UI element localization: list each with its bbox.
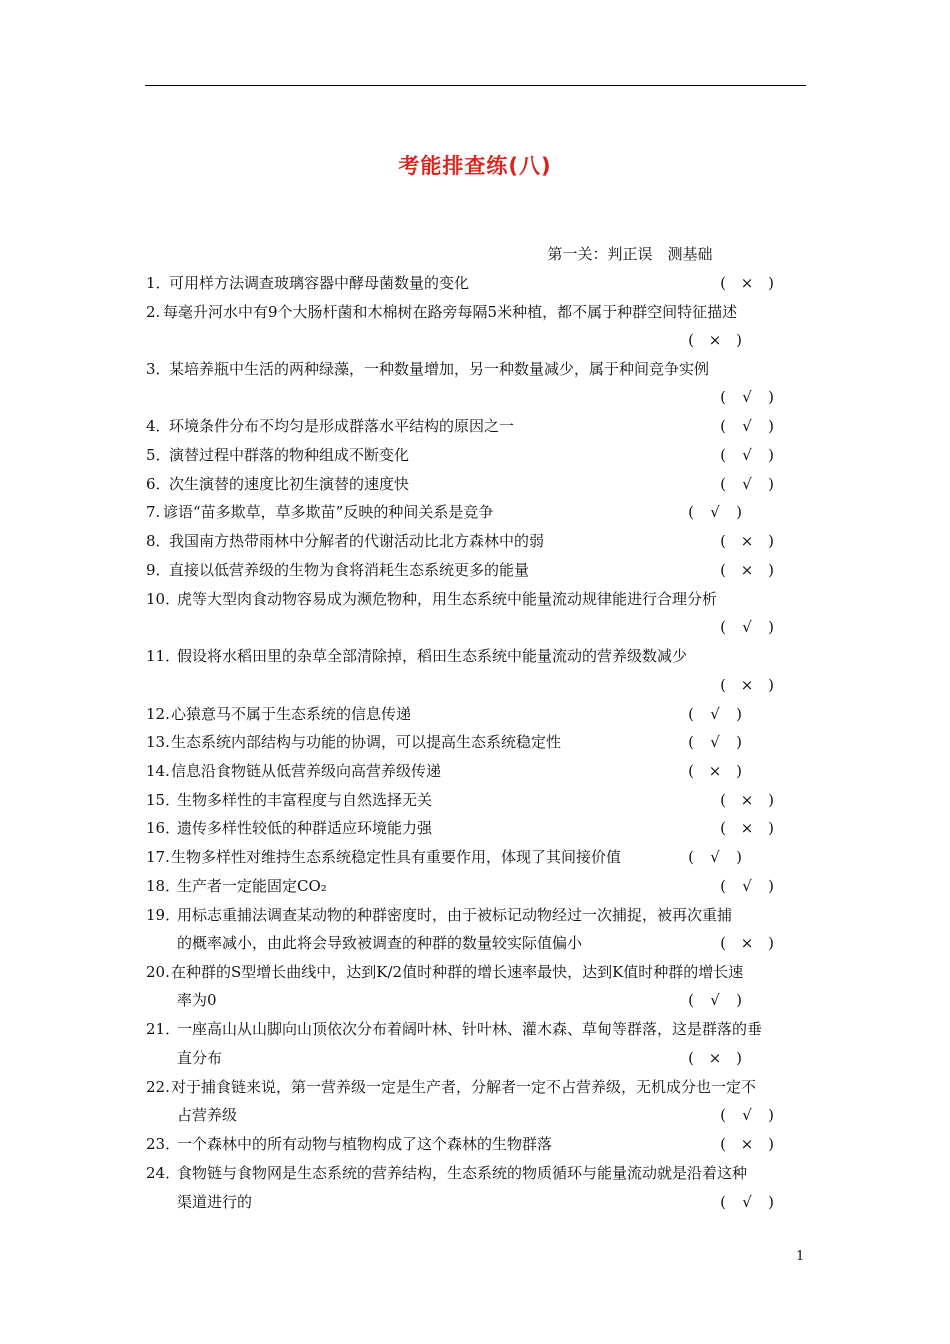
question-text: 在种群的S型增长曲线中，达到K/2值时种群的增长速率最快，达到K值时种群的增长速 [171,963,744,981]
answer-mark [716,474,778,494]
answer-mark [716,1192,778,1212]
answer-mark [716,1134,778,1154]
answer-mark [716,560,778,580]
answer-open-paren: ( [720,934,726,952]
header-rule [145,85,806,86]
question-text: 一座高山从山脚向山顶依次分布着阔叶林、针叶林、灌木森、草甸等群落，这是群落的垂 [177,1020,763,1038]
cross-mark-icon: × [740,676,754,694]
question-number: 11． [146,647,181,665]
answer-mark [716,933,778,953]
check-mark-icon: √ [710,705,720,723]
answer-close-paren: ) [768,877,774,895]
answer-open-paren: ( [720,388,726,406]
answer-close-paren: ) [736,762,742,780]
check-mark-icon: √ [710,848,720,866]
answer-mark [684,1048,746,1068]
question-text-line2: 占营养级 [177,1106,238,1124]
cross-mark-icon: × [708,1049,722,1067]
question-text: 可用样方法调查玻璃容器中酵母菌数量的变化 [169,274,470,292]
answer-open-paren: ( [720,532,726,550]
check-mark-icon: √ [710,733,720,751]
cross-mark-icon: × [740,532,754,550]
question-text: 演替过程中群落的物种组成不断变化 [169,446,410,464]
check-mark-icon: √ [710,991,720,1009]
answer-close-paren: ) [768,532,774,550]
answer-open-paren: ( [688,331,694,349]
answer-mark [716,445,778,465]
answer-mark [684,847,746,867]
check-mark-icon: √ [742,1106,752,1124]
answer-close-paren: ) [768,561,774,579]
answer-open-paren: ( [720,446,726,464]
cross-mark-icon: × [708,762,722,780]
check-mark-icon: √ [742,446,752,464]
question-text: 直接以低营养级的生物为食将消耗生态系统更多的能量 [169,561,530,579]
answer-open-paren: ( [720,618,726,636]
answer-mark [716,416,778,436]
question-number: 19． [146,906,181,924]
answer-mark [716,617,778,637]
answer-close-paren: ) [768,1193,774,1211]
answer-open-paren: ( [688,503,694,521]
question-text: 一个森林中的所有动物与植物构成了这个森林的生物群落 [177,1135,553,1153]
question-number: 10． [146,590,181,608]
answer-close-paren: ) [768,819,774,837]
check-mark-icon: √ [742,1193,752,1211]
answer-open-paren: ( [720,1193,726,1211]
cross-mark-icon: × [740,274,754,292]
answer-mark [716,818,778,838]
answer-mark [684,990,746,1010]
answer-open-paren: ( [720,417,726,435]
question-text: 生产者一定能固定CO₂ [177,877,327,895]
answer-mark [716,790,778,810]
question-text-line2: 直分布 [177,1049,223,1067]
check-mark-icon: √ [742,475,752,493]
answer-close-paren: ) [768,274,774,292]
section-heading: 第一关：判正误 测基础 [547,245,713,263]
question-text: 我国南方热带雨林中分解者的代谢活动比北方森林中的弱 [169,532,545,550]
check-mark-icon: √ [742,877,752,895]
answer-close-paren: ) [736,705,742,723]
question-text: 假设将水稻田里的杂草全部清除掉，稻田生态系统中能量流动的营养级数减少 [177,647,688,665]
cross-mark-icon: × [740,934,754,952]
question-text: 次生演替的速度比初生演替的速度快 [169,475,410,493]
question-number: 12. [146,705,170,723]
answer-mark [716,675,778,695]
check-mark-icon: √ [742,618,752,636]
answer-mark [684,732,746,752]
question-text: 遗传多样性较低的种群适应环境能力强 [177,819,433,837]
question-number: 17. [146,848,170,866]
answer-close-paren: ) [736,733,742,751]
question-number: 15． [146,791,181,809]
answer-open-paren: ( [688,1049,694,1067]
page-title: 考能排查练(八) [398,154,552,178]
question-text: 心猿意马不属于生态系统的信息传递 [171,705,412,723]
answer-open-paren: ( [720,676,726,694]
question-text-line2: 的概率减小，由此将会导致被调查的种群的数量较实际值偏小 [177,934,583,952]
answer-mark [716,387,778,407]
answer-open-paren: ( [688,705,694,723]
answer-close-paren: ) [736,331,742,349]
answer-close-paren: ) [768,791,774,809]
answer-open-paren: ( [688,848,694,866]
question-number: 21． [146,1020,181,1038]
answer-close-paren: ) [768,475,774,493]
question-text: 信息沿食物链从低营养级向高营养级传递 [171,762,442,780]
question-text: 环境条件分布不均匀是形成群落水平结构的原因之一 [169,417,515,435]
cross-mark-icon: × [740,561,754,579]
cross-mark-icon: × [740,1135,754,1153]
answer-mark [716,876,778,896]
question-number: 18． [146,877,181,895]
question-text: 用标志重捕法调查某动物的种群密度时，由于被标记动物经过一次捕捉，被再次重捕 [177,906,733,924]
answer-open-paren: ( [720,819,726,837]
answer-mark [716,273,778,293]
answer-open-paren: ( [720,561,726,579]
question-text: 对于捕食链来说，第一营养级一定是生产者，分解者一定不占营养级，无机成分也一定不 [171,1078,757,1096]
question-number: 24． [146,1164,181,1182]
answer-close-paren: ) [768,676,774,694]
question-text: 生物多样性对维持生态系统稳定性具有重要作用，体现了其间接价值 [171,848,622,866]
question-number: 2. [146,303,161,321]
answer-mark [716,531,778,551]
question-text: 生物多样性的丰富程度与自然选择无关 [177,791,433,809]
answer-close-paren: ) [736,991,742,1009]
answer-close-paren: ) [736,848,742,866]
question-number: 1． [146,274,171,292]
answer-mark [684,704,746,724]
question-number: 5． [146,446,171,464]
check-mark-icon: √ [742,388,752,406]
question-number: 23． [146,1135,181,1153]
question-text-line2: 率为0 [177,991,217,1009]
answer-mark [684,761,746,781]
check-mark-icon: √ [742,417,752,435]
answer-open-paren: ( [720,1106,726,1124]
answer-open-paren: ( [720,274,726,292]
cross-mark-icon: × [740,791,754,809]
answer-open-paren: ( [720,1135,726,1153]
check-mark-icon: √ [710,503,720,521]
question-number: 22. [146,1078,170,1096]
question-number: 20. [146,963,170,981]
question-text: 谚语“苗多欺草，草多欺苗”反映的种间关系是竞争 [163,503,494,521]
answer-open-paren: ( [720,475,726,493]
question-number: 3． [146,360,171,378]
answer-close-paren: ) [768,1106,774,1124]
question-number: 16． [146,819,181,837]
answer-open-paren: ( [688,733,694,751]
question-number: 7. [146,503,161,521]
answer-close-paren: ) [768,388,774,406]
answer-close-paren: ) [768,446,774,464]
answer-close-paren: ) [736,503,742,521]
question-text: 虎等大型肉食动物容易成为濒危物种，用生态系统中能量流动规律能进行合理分析 [177,590,718,608]
question-number: 8． [146,532,171,550]
question-text: 每毫升河水中有9个大肠杆菌和木棉树在路旁每隔5米种植，都不属于种群空间特征描述 [163,303,738,321]
question-number: 9． [146,561,171,579]
answer-mark [684,502,746,522]
page-number: 1 [796,1249,805,1264]
question-number: 6． [146,475,171,493]
answer-open-paren: ( [688,991,694,1009]
question-number: 14. [146,762,170,780]
question-number: 4． [146,417,171,435]
answer-close-paren: ) [768,934,774,952]
answer-close-paren: ) [768,417,774,435]
question-text-line2: 渠道进行的 [177,1193,253,1211]
cross-mark-icon: × [740,819,754,837]
question-number: 13. [146,733,170,751]
answer-open-paren: ( [720,791,726,809]
question-text: 某培养瓶中生活的两种绿藻，一种数量增加，另一种数量减少，属于种间竞争实例 [169,360,710,378]
answer-close-paren: ) [736,1049,742,1067]
question-text: 食物链与食物网是生态系统的营养结构，生态系统的物质循环与能量流动就是沿着这种 [177,1164,748,1182]
answer-close-paren: ) [768,618,774,636]
answer-mark [716,1105,778,1125]
answer-open-paren: ( [720,877,726,895]
question-text: 生态系统内部结构与功能的协调，可以提高生态系统稳定性 [171,733,562,751]
answer-close-paren: ) [768,1135,774,1153]
answer-mark [684,330,746,350]
cross-mark-icon: × [708,331,722,349]
answer-open-paren: ( [688,762,694,780]
